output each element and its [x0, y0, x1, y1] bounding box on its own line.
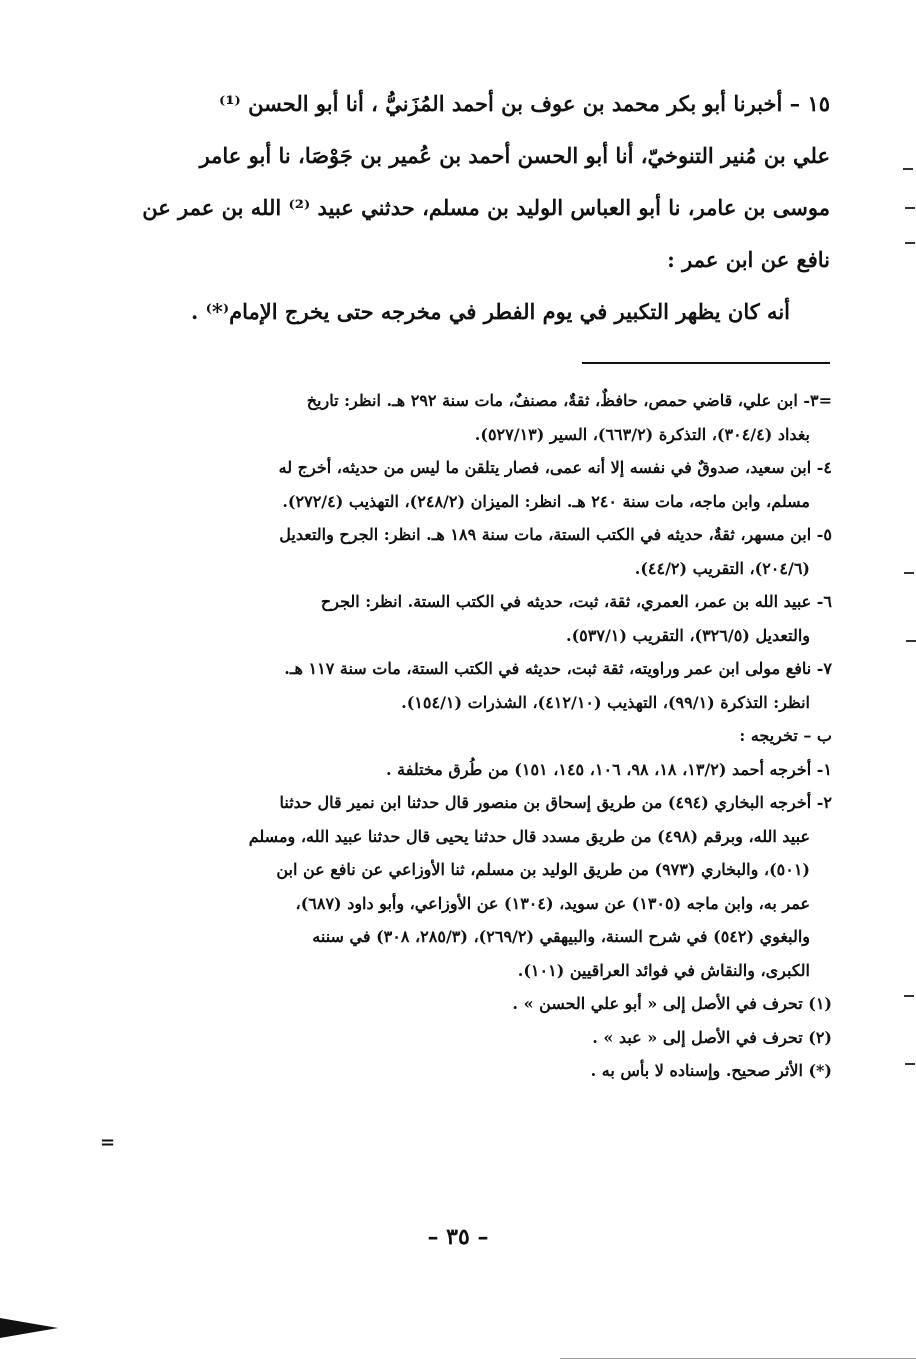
scan-edge-mark [905, 1063, 915, 1065]
takhrij-2-line-3: (٥٠١)، والبخاري (٩٧٣) من طريق الوليد بن مسلم، ثنا الأوزاعي عن نافع عن ابن [276, 860, 810, 879]
hadith-matn: أنه كان يظهر التكبير في يوم الفطر في مخرجه حتى يخرج الإمام⁽*⁾ . [191, 299, 790, 324]
note-3-line-1: =٣- ابن علي، قاضي حمص، حافظٌ، ثقةٌ، مصنفٌ، مات سنة ٢٩٢ هـ. انظر: تاريخ [306, 391, 832, 410]
note-5-line-2: (٢٠٤/٦)، التقريب (٤٤/٢). [634, 558, 810, 578]
note-5-line-1: ٥- ابن مسهر، ثقةٌ، حديثه في الكتب الستة، مات سنة ١٨٩ هـ. انظر: الجرح والتعديل [279, 525, 832, 544]
note-4-line-2: مسلم، وابن ماجه، مات سنة ٢٤٠ هـ. انظر: الميزان (٢٤٨/٢)، التهذيب (٢٧٢/٤). [282, 491, 810, 511]
note-7-line-2: انظر: التذكرة (٩٩/١)، التهذيب (٤١٢/١٠)، الشذرات (١٥٤/١). [401, 692, 810, 712]
scan-corner-shadow [0, 1318, 58, 1338]
footnote-separator [582, 362, 830, 364]
scan-edge-mark [905, 207, 915, 209]
footnote-star: (*) الأثر صحيح. وإسناده لا بأس به . [590, 1061, 832, 1080]
note-7-line-1: ٧- نافع مولى ابن عمر وراويته، ثقة ثبت، حديثه في الكتب الستة، مات سنة ١١٧ هـ. [284, 659, 832, 678]
scan-edge-mark [904, 572, 914, 574]
hadith-line-2: علي بن مُنير التنوخيّ، أنا أبو الحسن أحمد بن عُمير بن جَوْصَا، نا أبو عامر [199, 143, 830, 168]
hadith-text [90, 78, 830, 338]
scan-edge-mark [905, 242, 915, 244]
footnote-2: (٢) تحرف في الأصل إلى « عبد » . [592, 1027, 832, 1047]
note-6-line-2: والتعديل (٣٢٦/٥)، التقريب (٥٣٧/١). [566, 625, 810, 645]
takhrij-1: ١- أخرجه أحمد (١٣/٢، ١٨، ٩٨، ١٠٦، ١٤٥، ١٥١) من طُرق مختلفة . [386, 759, 832, 779]
note-3-line-2: بغداد (٣٠٤/٤)، التذكرة (٦٦٣/٢)، السير (٥٢٧/١٣). [474, 424, 810, 444]
takhrij-2-line-2: عبيد الله، وبرقم (٤٩٨) من طريق مسدد قال حدثنا يحيى قال حدثنا عبيد الله، ومسلم [248, 826, 810, 846]
continuation-mark: = [100, 1132, 116, 1153]
takhrij-heading: ب – تخريجه : [739, 726, 832, 745]
note-6-line-1: ٦- عبيد الله بن عمر، العمري، ثقة، ثبت، حديثه في الكتب الستة. انظر: الجرح [320, 592, 832, 611]
hadith-line-3: موسى بن عامر، نا أبو العباس الوليد بن مسلم، حدثني عبيد ⁽²⁾ الله بن عمر عن [142, 195, 830, 220]
footnote-1: (١) تحرف في الأصل إلى « أبو علي الحسن » . [512, 994, 832, 1013]
takhrij-2-line-5: والبغوي (٥٤٢) في شرح السنة، والبيهقي (٢٦٩/٢)، (٢٨٥/٣، ٣٠٨) في سننه [312, 927, 810, 946]
scan-bottom-edge [560, 1358, 916, 1359]
note-4-line-1: ٤- ابن سعيد، صدوقٌ في نفسه إلا أنه عمى، فصار يتلقن ما ليس من حديثه، أخرج له [278, 458, 832, 477]
hadith-line-1: ١٥ – أخبرنا أبو بكر محمد بن عوف بن أحمد المُزَنيُّ ، أنا أبو الحسن ⁽¹⁾ [219, 91, 830, 116]
scan-edge-mark [906, 640, 916, 642]
page-number: – ٣٥ – [427, 1224, 489, 1250]
hadith-line-4: نافع عن ابن عمر : [667, 247, 830, 272]
scan-edge-mark [903, 168, 913, 170]
scan-edge-mark [904, 995, 914, 997]
takhrij-2-line-4: عمر به، وابن ماجه (١٣٠٥) عن سويد، (١٣٠٤) عن الأوزاعي، وأبو داود (٦٨٧)، [295, 893, 810, 913]
footnotes [92, 384, 832, 1088]
takhrij-2-line-6: الكبرى، والنقاش في فوائد العراقيين (١٠١). [517, 960, 810, 980]
takhrij-2-line-1: ٢- أخرجه البخاري (٤٩٤) من طريق إسحاق بن منصور قال حدثنا ابن نمير قال حدثنا [279, 793, 832, 812]
